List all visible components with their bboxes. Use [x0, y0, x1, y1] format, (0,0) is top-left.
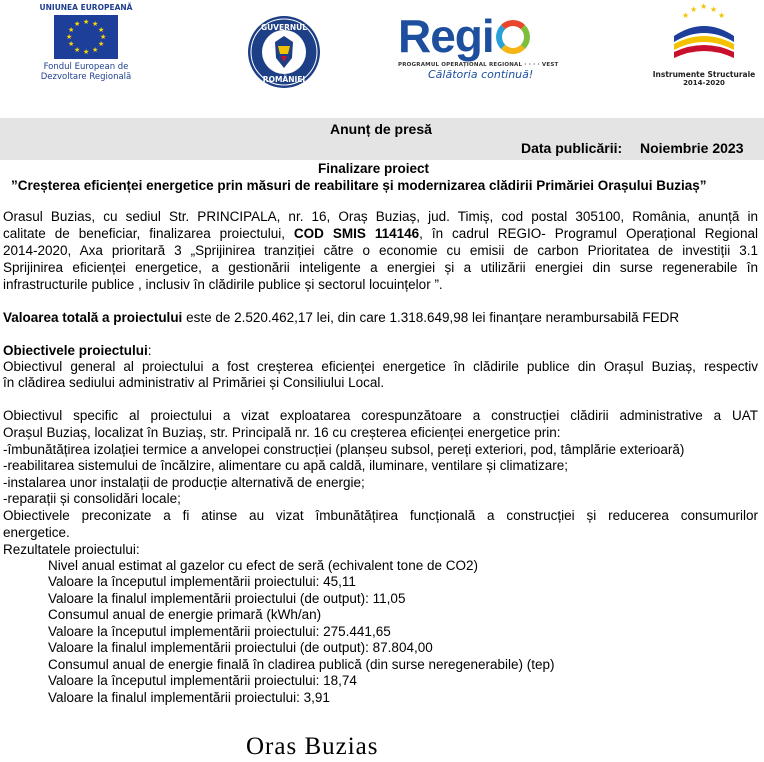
project-status: Finalizare proiect	[318, 161, 430, 176]
signature: Oras Buzias	[246, 733, 379, 760]
objectives-colon: :	[147, 343, 152, 358]
svg-text:★: ★	[718, 11, 726, 20]
result-item: Consumul anual de energie finală în cladirea publică (din surse neregenerabile) (tep)	[48, 657, 555, 672]
objective-bullet: -reparații și consolidări locale;	[3, 491, 181, 506]
intro-line-2c: , în cadrul REGIO- Programul Operațional Regional	[419, 226, 758, 241]
intro-line-2	[3, 226, 758, 242]
smis-code: COD SMIS 114146	[293, 226, 420, 241]
result-item: Valoare la finalul implementării proiectului (de output): 87.804,00	[48, 640, 433, 655]
svg-text:★: ★	[710, 5, 718, 14]
regio-subtitle: PROGRAMUL OPERAȚIONAL REGIONAL · · · · VEST	[398, 62, 559, 68]
result-item: Valoare la finalul implementării proiectului: 3,91	[48, 690, 330, 705]
regio-logo	[398, 12, 568, 98]
structural-instruments-caption: Instrumente Structurale	[652, 70, 756, 79]
government-crest-icon	[246, 6, 322, 94]
svg-text:★: ★	[700, 2, 708, 11]
achieved-objectives-line-2: energetice.	[3, 525, 70, 540]
intro-line-2a: calitate de beneficiar, finalizarea proiectului,	[3, 226, 294, 241]
logo-bar	[0, 0, 764, 118]
result-item: Nivel anual estimat al gazelor cu efect de seră (echivalent tone de CO2)	[48, 558, 478, 573]
intro-line-4: Sprijinirea eficienței energetice, a gestionării inteligente a energiei și a utilizării energiei din surse regenerabile în	[3, 260, 758, 275]
total-value-text: este de 2.520.462,17 lei, din care 1.318.649,98 lei finanțare nerambursabilă FEDR	[182, 310, 680, 325]
svg-text:GUVERNUL: GUVERNUL	[260, 23, 308, 32]
intro-line-3: 2014-2020, Axa prioritară 3 „Sprijinirea tranziției către o economie cu emisii de carbon Prioritatea de investiții 3.1	[3, 243, 758, 258]
objective-bullet: -reabilitarea sistemului de încălzire, alimentare cu apă caldă, iluminare, ventilare și climatizare;	[3, 458, 568, 473]
result-item: Valoare la începutul implementării proiectului: 45,11	[48, 574, 356, 589]
svg-text:ROMÂNIEI: ROMÂNIEI	[262, 75, 306, 84]
eu-caption: UNIUNEA EUROPEANĂ	[39, 3, 133, 12]
date-label: Data publicării:	[521, 140, 623, 156]
result-item: Valoare la finalul implementării proiectului (de output): 11,05	[48, 591, 406, 606]
objectives-heading-text: Obiectivele proiectului	[3, 343, 148, 358]
intro-line-1: Orasul Buzias, cu sediul Str. PRINCIPALA, nr. 16, Oraș Buziaș, jud. Timiș, cod postal 305100, România, anunță in	[3, 209, 758, 224]
regio-o-icon	[496, 20, 530, 54]
intro-line-5: infrastructurile publice , inclusiv în clădirile publice și sectorul locuințelor ”.	[3, 277, 443, 292]
regio-tagline: Călătoria continuă!	[428, 68, 534, 81]
specific-objective-line-1: Obiectivul specific al proiectului a vizat exploatarea corespunzătoare a construcției clădirii administrative a UAT	[3, 408, 758, 423]
general-objective-line-1: Obiectivul general al proiectului a fost creșterea eficienței energetice în clădirile publice din Orașul Buziaș, respectiv	[3, 359, 758, 374]
total-value	[3, 310, 679, 326]
result-item: Valoare la începutul implementării proiectului: 275.441,65	[48, 624, 391, 639]
objectives-heading	[3, 343, 152, 359]
project-title: ”Creșterea eficienței energetice prin măsuri de reabilitare și modernizarea clădirii Primăriei Orașului Buziaș”	[11, 178, 707, 193]
eu-fund-line1: Fondul European de	[43, 62, 129, 72]
eu-logo	[38, 3, 134, 103]
regio-wordmark: Regi	[398, 10, 494, 62]
structural-instruments-years: 2014-2020	[683, 79, 725, 87]
svg-text:★: ★	[690, 5, 698, 14]
eu-flag-icon: ★ ★ ★ ★ ★ ★ ★ ★ ★ ★ ★ ★	[54, 15, 118, 59]
eu-fund-line2: Dezvoltare Regională	[40, 72, 132, 82]
results-heading: Rezultatele proiectului:	[3, 542, 140, 557]
general-objective-line-2: în clădirea sediului administrativ al Primăriei și Consiliului Local.	[3, 375, 385, 390]
structural-instruments-icon	[664, 2, 744, 64]
objective-bullet: -îmbunătățirea izolației termice a anvelopei construcției (planșeu subsol, pereți exteriori, pod, tâmplărie exterioară)	[3, 442, 685, 457]
svg-text:★: ★	[682, 11, 690, 20]
government-seal	[246, 6, 322, 94]
achieved-objectives-line-1: Obiectivele preconizate a fi atinse au vizat îmbunătățirea funcțională a construcției și reducerea consumurilor	[3, 508, 758, 523]
result-item: Consumul anual de energie primară (kWh/an)	[48, 607, 322, 622]
objective-bullet: -instalarea unor instalații de producție alternativă de energie;	[3, 475, 365, 490]
page-title: Anunț de presă	[330, 121, 432, 137]
structural-instruments-logo	[646, 2, 762, 98]
date-value: Noiembrie 2023	[640, 140, 744, 156]
result-item: Valoare la începutul implementării proiectului: 18,74	[48, 673, 357, 688]
total-value-label: Valoarea totală a proiectului	[3, 310, 183, 325]
specific-objective-line-2: Orașul Buziaș, localizat în Buziaș, str. Principală nr. 16 cu creșterea eficienței energetice prin:	[3, 425, 561, 440]
